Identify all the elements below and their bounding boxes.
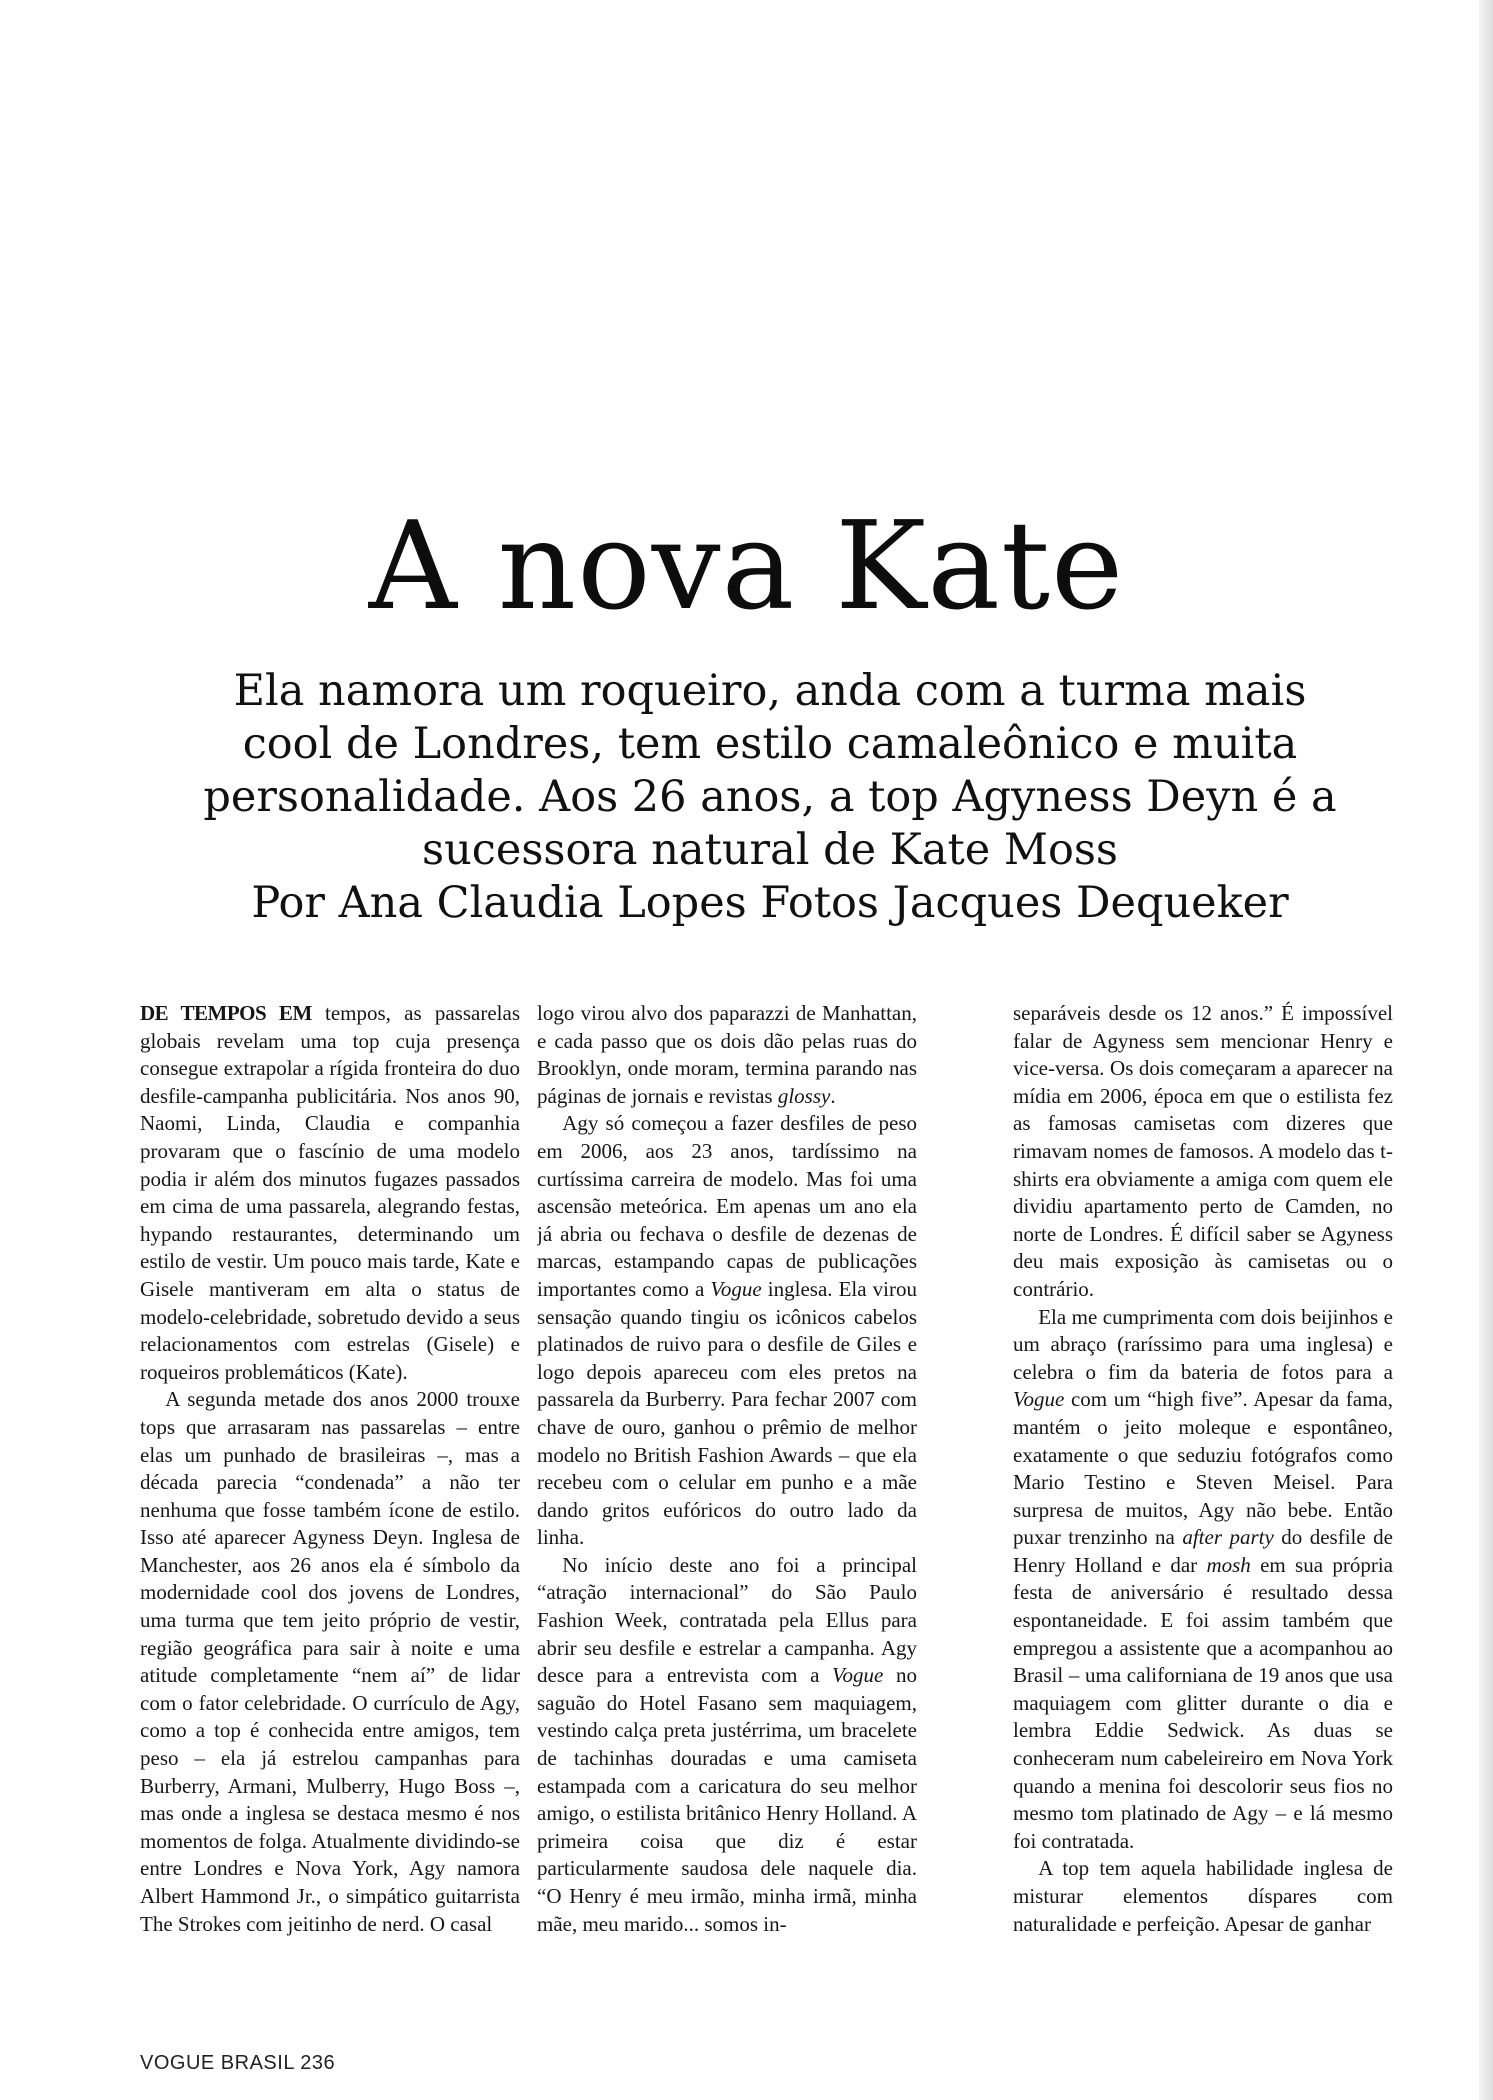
paragraph-text: tempos, as passarelas globais revelam uma top cuja presença consegue extrapolar a rígida fronteira do duo desfile-campanha publicitária. Nos anos 90, Naomi, Linda, Claudia e companhia provaram que o fascínio de uma modelo podia ir além dos minutos fugazes passados em cima de uma passarela, alegrando festas, hypando restaurantes, determinando um estilo de vestir. Um pouco mais tarde, Kate e Gisele mantiveram em alta o status de modelo-celebridade, sobretudo devido a seus relacionamentos com estrelas (Gisele) e roqueiros problemáticos (Kate).	[140, 1001, 520, 1384]
body-paragraph	[140, 1000, 520, 1386]
article-headline: A nova Kate	[368, 495, 1125, 637]
paragraph-text: em sua própria festa de aniversário é resultado dessa espontaneidade. E foi assim também que empregou a assistente que a acompanhou ao Brasil – uma californiana de 19 anos que usa maquiagem com glitter durante o dia e lembra Eddie Sedwick. As duas se conheceram num cabeleireiro em Nova York quando a menina foi descolorir seus fios no mesmo tom platinado de Agy – e lá mesmo foi contratada.	[1013, 1552, 1393, 1853]
paragraph-text: No início deste ano foi a principal “atração internacional” do São Paulo Fashion Week, contratada pela Ellus para abrir seu desfile e estrelar a campanha. Agy desce para a entrevista com a	[537, 1552, 917, 1688]
paragraph-text: com um “high five”. Apesar da fama, mantém o jeito moleque e espontâneo, exatamente o que seduziu fotógrafos como Mario Testino e Steven Meisel. Para surpresa de muitos, Agy não bebe. Então puxar trenzinho na	[1013, 1387, 1393, 1550]
paragraph-text: Ela me cumprimenta com dois beijinhos e um abraço (raríssimo para uma inglesa) e celebra o fim da bateria de fotos para a	[1013, 1304, 1393, 1384]
italic-term: glossy	[777, 1083, 831, 1108]
italic-term: Vogue	[832, 1663, 884, 1688]
paragraph-text: A top tem aquela habilidade inglesa de misturar elementos díspares com naturalidade e perfeição. Apesar de ganhar	[1013, 1856, 1393, 1936]
paragraph-text: separáveis desde os 12 anos.” É impossível falar de Agyness sem mencionar Henry e vice-versa. Os dois começaram a aparecer na mídia em 2006, época em que o estilista fez as famosas camisetas com dizeres que rimavam nomes de famosos. A modelo das t-shirts era obviamente a amiga com quem ele dividiu apartamento perto de Camden, no norte de Londres. É difícil saber se Agyness deu mais exposição às camisetas ou o contrário.	[1013, 1001, 1393, 1301]
body-paragraph	[1013, 1855, 1393, 1938]
body-paragraph	[140, 1386, 520, 1938]
paragraph-text: Agy só começou a fazer desfiles de peso em 2006, aos 23 anos, tardíssimo na curtíssima carreira de modelo. Mas foi uma ascensão meteórica. Em apenas um ano ela já abria ou fechava o desfile de dezenas de marcas, estampando capas de publicações importantes como a	[537, 1111, 917, 1301]
paragraph-text: inglesa. Ela virou sensação quando tingiu os icônicos cabelos platinados de ruivo para o desfile de Giles e logo depois apareceu com eles pretos na passarela da Burberry. Para fechar 2007 com chave de ouro, ganhou o prêmio de melhor modelo no British Fashion Awards – que ela recebeu com o celular em punho e a mãe dando gritos eufóricos do outro lado da linha.	[537, 1276, 917, 1550]
article-standfirst	[200, 665, 1340, 930]
page-folio: VOGUE BRASIL 236	[140, 2052, 336, 2074]
text-column-2	[537, 1000, 917, 1985]
paragraph-text: no saguão do Hotel Fasano sem maquiagem, vestindo calça preta justérrima, um bracelete de tachinhas douradas e uma camiseta estampada com a caricatura do seu melhor amigo, o estilista britânico Henry Holland. A primeira coisa que diz é estar particularmente saudosa dele naquele dia. “O Henry é meu irmão, minha irmã, minha mãe, meu marido... somos in-	[537, 1663, 917, 1936]
body-paragraph	[1013, 1000, 1393, 1304]
body-paragraph	[1013, 1304, 1393, 1856]
standfirst-text: Ela namora um roqueiro, anda com a turma mais cool de Londres, tem estilo camaleônico e muita personalidade. Aos 26 anos, a top Agyness Deyn é a sucessora natural de Kate Moss	[203, 666, 1337, 875]
italic-term: mosh	[1206, 1552, 1251, 1577]
paragraph-text: A segunda metade dos anos 2000 trouxe tops que arrasaram nas passarelas – entre elas um punhado de brasileiras –, mas a década parecia “condenada” a não ter nenhuma que fosse também ícone de estilo. Isso até aparecer Agyness Deyn. Inglesa de Manchester, aos 26 anos ela é símbolo da modernidade cool dos jovens de Londres, uma turma que tem jeito próprio de vestir, região geográfica para sair à noite e uma atitude completamente “nem aí” de lidar com o fator celebridade. O currículo de Agy, como a top é conhecida entre amigos, tem peso – ela já estrelou campanhas para Burberry, Armani, Mulberry, Hugo Boss –, mas onde a inglesa se destaca mesmo é nos momentos de folga. Atualmente dividindo-se entre Londres e Nova York, Agy namora Albert Hammond Jr., o simpático guitarrista The Strokes com jeitinho de nerd. O casal	[140, 1387, 520, 1936]
body-paragraph	[537, 1000, 917, 1110]
byline-credits: Por Ana Claudia Lopes Fotos Jacques Dequeker	[251, 878, 1289, 928]
page-edge-shadow	[1479, 0, 1493, 2100]
italic-term: Vogue	[710, 1276, 762, 1301]
paragraph-text: do desfile de Henry Holland e dar	[1013, 1525, 1393, 1577]
text-column-3	[1013, 1000, 1393, 1985]
italic-term: after party	[1182, 1525, 1274, 1550]
italic-term: Vogue	[1013, 1387, 1065, 1412]
lead-in: DE TEMPOS EM	[140, 1001, 312, 1025]
body-paragraph	[537, 1552, 917, 1938]
text-column-1	[140, 1000, 520, 1985]
paragraph-text: logo virou alvo dos paparazzi de Manhattan, e cada passo que os dois dão pelas ruas do Brooklyn, onde moram, termina parando nas páginas de jornais e revistas	[537, 1001, 917, 1108]
body-paragraph	[537, 1110, 917, 1552]
paragraph-text: .	[830, 1083, 836, 1108]
